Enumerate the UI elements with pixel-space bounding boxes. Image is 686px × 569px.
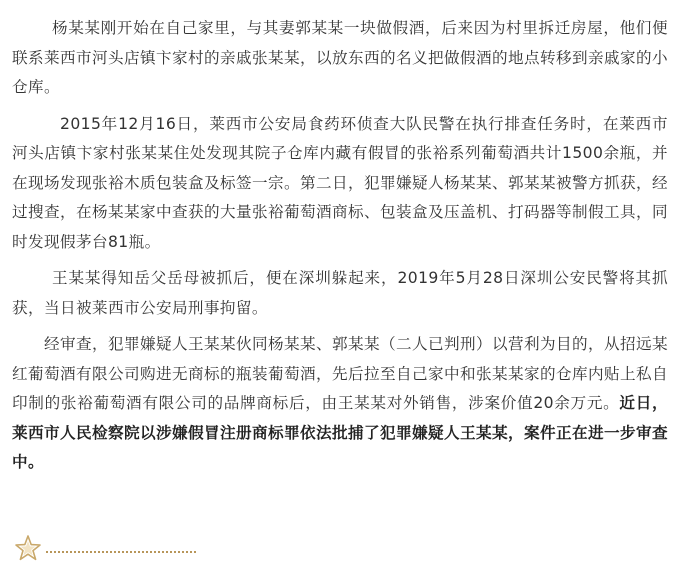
dotted-divider <box>46 551 196 553</box>
paragraph-1: 杨某某刚开始在自己家里，与其妻郭某某一块做假酒，后来因为村里拆迁房屋，他们便联系莱西市河头店镇卞家村的亲戚张某某，以放东西的名义把做假酒的地点转移到亲戚家的小仓库。 <box>12 19 668 96</box>
paragraph-4-bold-conclusion: 近日，莱西市人民检察院以涉嫌假冒注册商标罪依法批捕了犯罪嫌疑人王某某，案件正在进一步审查中。 <box>12 394 668 471</box>
paragraph-4-text: 经审查，犯罪嫌疑人王某某伙同杨某某、郭某某（二人已判刑）以营利为目的，从招远某红葡萄酒有限公司购进无商标的瓶装葡萄酒，先后拉至自己家中和张某某家的仓库内贴上私自印制的张裕葡萄酒有限公司的品牌商标后，由王某某对外销售，涉案价值20余万元。 <box>12 335 668 412</box>
paragraph-2: 2015年12月16日，莱西市公安局食药环侦查大队民警在执行排查任务时，在莱西市河头店镇卞家村张某某住处发现其院子仓库内藏有假冒的张裕系列葡萄酒共计1500余瓶，并在现场发现张裕木质包装盒及标签一宗。第二日，犯罪嫌疑人杨某某、郭某某被警方抓获，经过搜查，在杨某某家中查获的大量张裕葡萄酒商标、包装盒及压盖机、打码器等制假工具，同时发现假茅台81瓶。 <box>12 114 668 251</box>
paragraph-4 <box>12 330 668 478</box>
footer-decoration <box>14 534 214 564</box>
star-outline-icon <box>14 534 42 562</box>
paragraph-3: 王某某得知岳父岳母被抓后，便在深圳躲起来，2019年5月28日深圳公安民警将其抓获，当日被莱西市公安局刑事拘留。 <box>12 269 668 317</box>
